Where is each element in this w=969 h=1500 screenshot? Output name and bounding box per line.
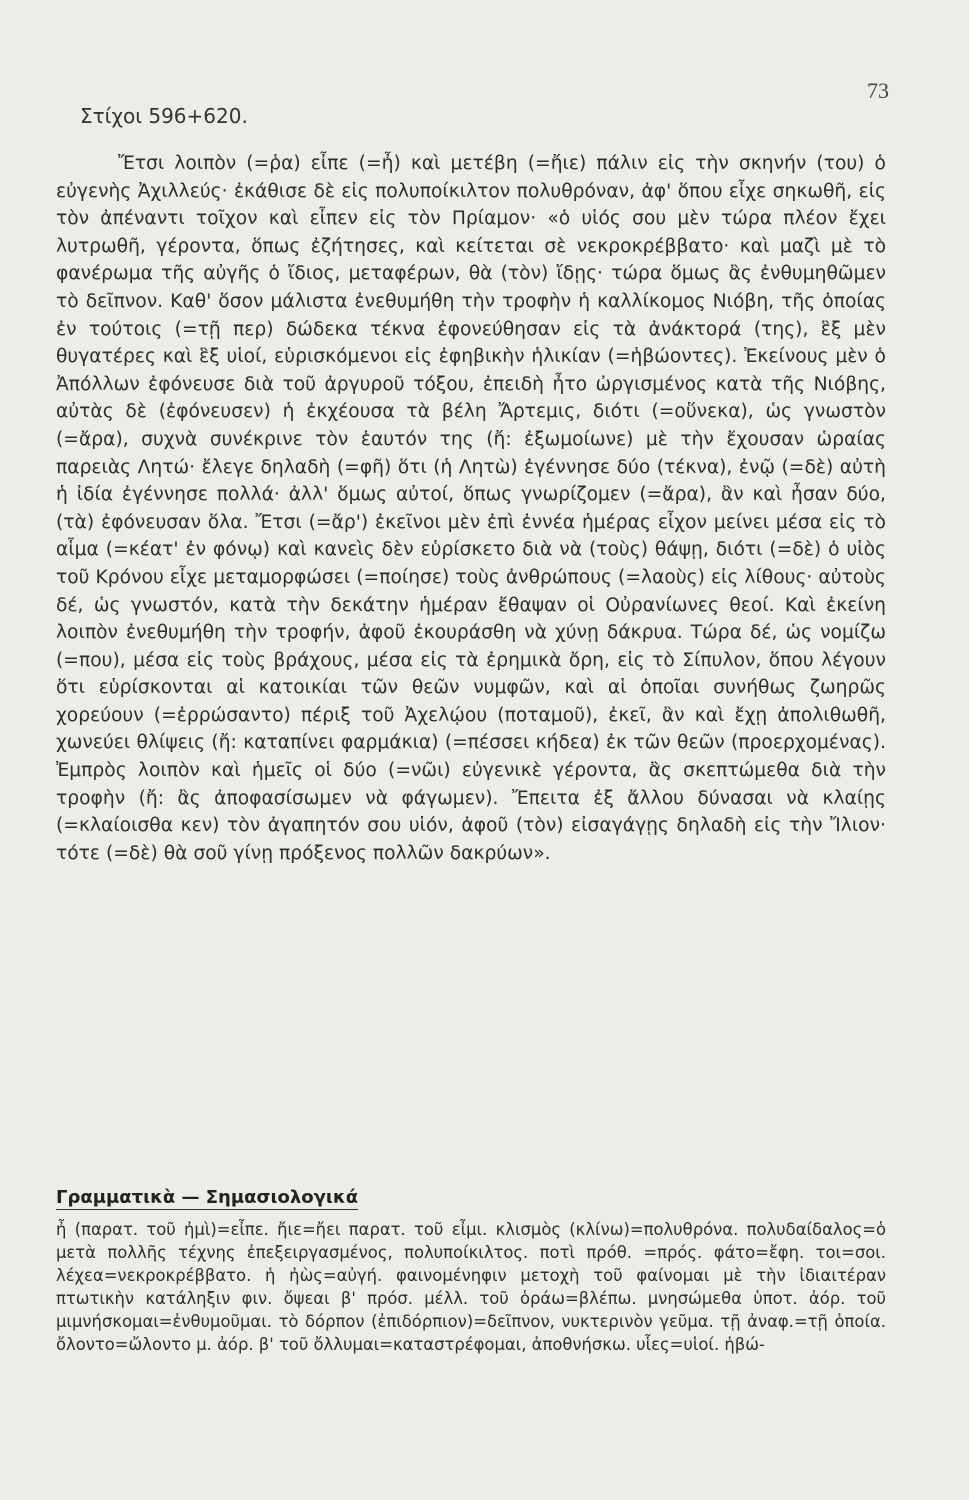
page-number: 73 xyxy=(867,78,889,103)
section-title: Γραμματικὰ — Σημασιολογικά xyxy=(56,1187,359,1208)
translation-paragraph: Ἔτσι λοιπὸν (=ῥα) εἶπε (=ἦ) καὶ μετέβη (=ἤιε) πάλιν εἰς τὴν σκηνήν (του) ὁ εὐγενὴς Ἀχιλλεύς· ἐκάθισε δὲ εἰς πολυποίκιλτον πολυθρόναν, ἀφ' ὅπου εἶχε σηκωθῆ, εἰς τὸν ἀπέναντι τοῖχον καὶ εἶπεν εἰς τὸν Πρίαμον· «ὁ υἱός σου μὲν τώρα πλέον ἔχει λυτρωθῆ, γέροντα, ὅπως ἐζήτησες, καὶ κείτεται σὲ νεκροκρέββατο· καὶ μαζὶ μὲ τὸ φανέρωμα τῆς αὐγῆς ὁ ἴδιος, μεταφέρων, θὰ (τὸν) ἴδῃς· τώρα ὅμως ἂς ἐνθυμηθῶμεν τὸ δεῖπνον. Καθ' ὅσον μάλιστα ἐνεθυμήθη τὴν τροφὴν ἡ καλλίκομος Νιόβη, τῆς ὁποίας ἐν τούτοις (=τῇ περ) δώδεκα τέκνα ἐφονεύθησαν εἰς τὰ ἀνάκτορά (της), ἓξ μὲν θυγατέρες καὶ ἓξ υἱοί, εὑρισκόμενοι εἰς ἐφηβικὴν ἡλικίαν (=ἡβώοντες). Ἐκείνους μὲν ὁ Ἀπόλλων ἐφόνευσε διὰ τοῦ ἀργυροῦ τόξου, ἐπειδὴ ἦτο ὠργισμένος κατὰ τῆς Νιόβης, αὐτὰς δὲ (ἐφόνευσεν) ἡ ἐκχέουσα τὰ βέλη Ἄρτεμις, διότι (=οὕνεκα), ὡς γνωστὸν (=ἄρα), συχνὰ συνέκρινε τὸν ἑαυτόν της (ἤ: ἐξωμοίωνε) μὲ τὴν ἔχουσαν ὡραίας παρειὰς Λητώ· ἔλεγε δηλαδὴ (=φῆ) ὅτι (ἡ Λητὼ) ἐγέννησε δύο (τέκνα), ἐνῷ (=δὲ) αὐτὴ ἡ ἰδία ἐγέννησε πολλά· ἀλλ' ὅμως αὐτοί, ὅπως γνωρίζομεν (=ἄρα), ἂν καὶ ἦσαν δύο, (τὰ) ἐφόνευσαν ὅλα. Ἔτσι (=ἄρ') ἐκεῖνοι μὲν ἐπὶ ἐννέα ἡμέρας εἶχον μείνει μέσα εἰς τὸ αἷμα (=κέατ' ἐν φόνῳ) καὶ κανεὶς δὲν εὑρίσκετο διὰ νὰ (τοὺς) θάψῃ, διότι (=δὲ) ὁ υἱὸς τοῦ Κρόνου εἶχε μεταμορφώσει (=ποίησε) τοὺς ἀνθρώπους (=λαοὺς) εἰς λίθους· αὐτοὺς δέ, ὡς γνωστόν, κατὰ τὴν δεκάτην ἡμέραν ἔθαψαν οἱ Οὐρανίωνες θεοί. Καὶ ἐκείνη λοιπὸν ἐνεθυμήθη τὴν τροφήν, ἀφοῦ ἐκουράσθη νὰ χύνῃ δάκρυα. Τώρα δέ, ὡς νομίζω (=που), μέσα εἰς τοὺς βράχους, μέσα εἰς τὰ ἐρημικὰ ὄρη, εἰς τὸ Σίπυλον, ὅπου λέγουν ὅτι εὑρίσκονται αἱ κατοικίαι τῶν θεῶν νυμφῶν, καὶ αἱ ὁποῖαι συνήθως ζωηρῶς χορεύουν (=ἐρρώσαντο) πέριξ τοῦ Ἀχελῴου (ποταμοῦ), ἐκεῖ, ἂν καὶ ἔχῃ ἀπολιθωθῆ, χωνεύει θλίψεις (ἤ: καταπίνει φαρμάκια) (=πέσσει κήδεα) ἐκ τῶν θεῶν (προερχομένας). Ἐμπρὸς λοιπὸν καὶ ἡμεῖς οἱ δύο (=νῶι) εὐγενικὲ γέροντα, ἂς σκεπτώμεθα διὰ τὴν τροφὴν (ἤ: ἂς ἀποφασίσωμεν νὰ φάγωμεν). Ἔπειτα ἐξ ἄλλου δύνασαι νὰ κλαίῃς (=κλαίοισθα κεν) τὸν ἀγαπητόν σου υἱόν, ἀφοῦ (τὸν) εἰσαγάγῃς δηλαδὴ εἰς τὴν Ἴλιον· τότε (=δὲ) θὰ σοῦ γίνῃ πρόξενος πολλῶν δακρύων». xyxy=(56,153,886,864)
verse-range-heading: Στίχοι 596+620. xyxy=(80,104,248,128)
glossary-paragraph: ἦ (παρατ. τοῦ ἠμὶ)=εἶπε. ἤιε=ἤει παρατ. τοῦ εἶμι. κλισμὸς (κλίνω)=πολυθρόνα. πολυδαίδαλος=ὁ μετὰ πολλῆς τέχνης ἐπεξειργασμένος, πολυποίκιλτος. ποτὶ πρόθ. =πρός. φάτο=ἔφη. τοι=σοι. λέχεα=νεκροκρέββατο. ἡ ἠὼς=αὐγή. φαινομένηφιν μετοχὴ τοῦ φαίνομαι μὲ τὴν ἰδιαιτέραν πτωτικὴν κατάληξιν φιν. ὄψεαι β' πρόσ. μέλλ. τοῦ ὁράω=βλέπω. μνησώμεθα ὑποτ. ἀόρ. τοῦ μιμνήσκομαι=ἐνθυμοῦμαι. τὸ δόρπον (ἐπιδόρπιον)=δεῖπνον, νυκτερινὸν γεῦμα. τῇ ἀναφ.=τῇ ὁποία. ὄλοντο=ὤλοντο μ. ἀόρ. β' τοῦ ὄλλυμαι=καταστρέφομαι, ἀποθνήσκω. υἷες=υἱοί. ἡβώ- xyxy=(56,1220,886,1354)
